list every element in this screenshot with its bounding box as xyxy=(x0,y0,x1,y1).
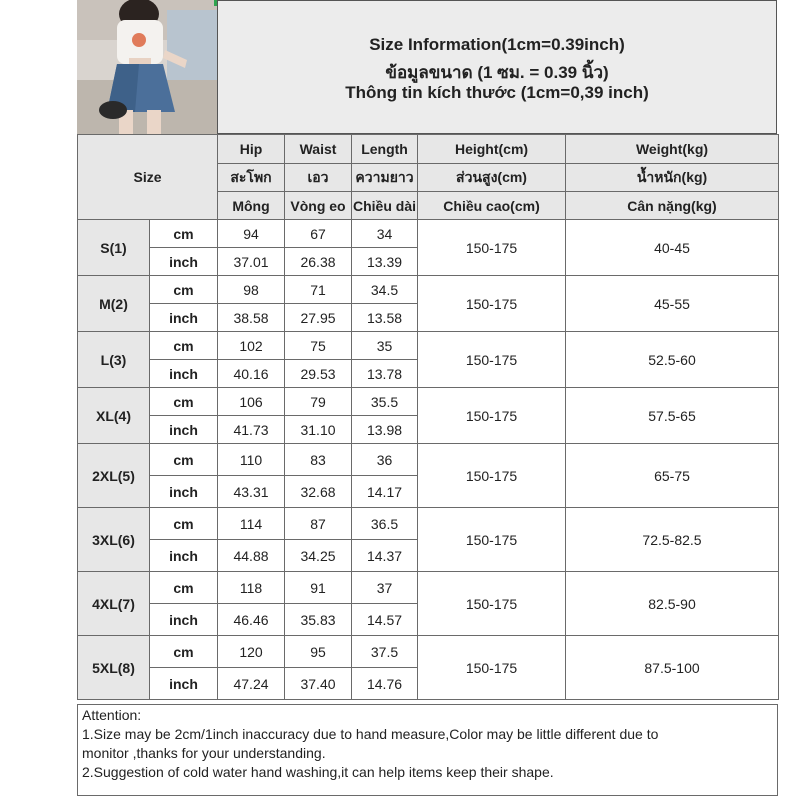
table-row xyxy=(78,220,779,248)
unit-label: cm xyxy=(150,276,218,304)
size-column-title: Size xyxy=(78,135,218,220)
unit-label: cm xyxy=(150,444,218,476)
waist-value: 27.95 xyxy=(285,304,352,332)
weight-value: 72.5-82.5 xyxy=(566,508,779,572)
hip-value: 40.16 xyxy=(218,360,285,388)
header-weight-vi: Cân nặng(kg) xyxy=(566,192,779,220)
waist-value: 79 xyxy=(285,388,352,416)
header-hip-th: สะโพก xyxy=(218,164,285,192)
size-label: XL(4) xyxy=(78,388,150,444)
hip-value: 44.88 xyxy=(218,540,285,572)
height-value: 150-175 xyxy=(418,276,566,332)
hip-value: 94 xyxy=(218,220,285,248)
header-height-th: ส่วนสูง(cm) xyxy=(418,164,566,192)
length-value: 14.57 xyxy=(352,604,418,636)
waist-value: 75 xyxy=(285,332,352,360)
table-row xyxy=(78,276,779,304)
hip-value: 41.73 xyxy=(218,416,285,444)
length-value: 14.17 xyxy=(352,476,418,508)
unit-label: inch xyxy=(150,304,218,332)
hip-value: 47.24 xyxy=(218,668,285,700)
waist-value: 37.40 xyxy=(285,668,352,700)
header-weight-th: น้ำหนัก(kg) xyxy=(566,164,779,192)
hip-value: 110 xyxy=(218,444,285,476)
header-height-en: Height(cm) xyxy=(418,135,566,164)
header-length-en: Length xyxy=(352,135,418,164)
height-value: 150-175 xyxy=(418,220,566,276)
size-label: 2XL(5) xyxy=(78,444,150,508)
header-waist-th: เอว xyxy=(285,164,352,192)
length-value: 14.37 xyxy=(352,540,418,572)
product-photo xyxy=(77,0,217,134)
notes-line-1: 1.Size may be 2cm/1inch inaccuracy due to hand measure,Color may be little different due to xyxy=(82,726,659,742)
length-value: 36.5 xyxy=(352,508,418,540)
hip-value: 120 xyxy=(218,636,285,668)
height-value: 150-175 xyxy=(418,388,566,444)
header-waist-vi: Vòng eo xyxy=(285,192,352,220)
height-value: 150-175 xyxy=(418,636,566,700)
hip-value: 118 xyxy=(218,572,285,604)
unit-label: cm xyxy=(150,636,218,668)
length-value: 14.76 xyxy=(352,668,418,700)
unit-label: inch xyxy=(150,604,218,636)
hip-value: 37.01 xyxy=(218,248,285,276)
height-value: 150-175 xyxy=(418,332,566,388)
hip-value: 46.46 xyxy=(218,604,285,636)
notes-line-2: monitor ,thanks for your understanding. xyxy=(82,745,326,761)
size-label: L(3) xyxy=(78,332,150,388)
waist-value: 29.53 xyxy=(285,360,352,388)
weight-value: 40-45 xyxy=(566,220,779,276)
weight-value: 45-55 xyxy=(566,276,779,332)
notes-title: Attention: xyxy=(82,707,142,723)
hip-value: 102 xyxy=(218,332,285,360)
height-value: 150-175 xyxy=(418,508,566,572)
weight-value: 82.5-90 xyxy=(566,572,779,636)
table-row xyxy=(78,332,779,360)
table-row xyxy=(78,572,779,604)
waist-value: 95 xyxy=(285,636,352,668)
unit-label: inch xyxy=(150,248,218,276)
height-value: 150-175 xyxy=(418,572,566,636)
size-label: 3XL(6) xyxy=(78,508,150,572)
unit-label: cm xyxy=(150,508,218,540)
waist-value: 71 xyxy=(285,276,352,304)
size-label: S(1) xyxy=(78,220,150,276)
length-value: 36 xyxy=(352,444,418,476)
unit-label: inch xyxy=(150,416,218,444)
waist-value: 91 xyxy=(285,572,352,604)
header-length-vi: Chiều dài xyxy=(352,192,418,220)
hip-value: 114 xyxy=(218,508,285,540)
unit-label: cm xyxy=(150,388,218,416)
header-thai: ข้อมูลขนาด (1 ซม. = 0.39 นิ้ว) xyxy=(385,63,609,82)
length-value: 35.5 xyxy=(352,388,418,416)
waist-value: 83 xyxy=(285,444,352,476)
header-waist-en: Waist xyxy=(285,135,352,164)
length-value: 13.98 xyxy=(352,416,418,444)
length-value: 13.78 xyxy=(352,360,418,388)
weight-value: 87.5-100 xyxy=(566,636,779,700)
unit-label: inch xyxy=(150,540,218,572)
hip-value: 38.58 xyxy=(218,304,285,332)
length-value: 35 xyxy=(352,332,418,360)
attention-notes xyxy=(77,704,778,796)
hip-value: 98 xyxy=(218,276,285,304)
size-label: M(2) xyxy=(78,276,150,332)
length-value: 13.39 xyxy=(352,248,418,276)
table-row xyxy=(78,444,779,476)
unit-label: inch xyxy=(150,476,218,508)
waist-value: 35.83 xyxy=(285,604,352,636)
size-label: 5XL(8) xyxy=(78,636,150,700)
weight-value: 57.5-65 xyxy=(566,388,779,444)
waist-value: 26.38 xyxy=(285,248,352,276)
weight-value: 65-75 xyxy=(566,444,779,508)
length-value: 34 xyxy=(352,220,418,248)
waist-value: 87 xyxy=(285,508,352,540)
height-value: 150-175 xyxy=(418,444,566,508)
size-table xyxy=(77,134,779,700)
weight-value: 52.5-60 xyxy=(566,332,779,388)
size-info-header xyxy=(217,0,777,134)
header-vietnamese: Thông tin kích thước (1cm=0,39 inch) xyxy=(345,83,649,102)
table-row xyxy=(78,388,779,416)
waist-value: 67 xyxy=(285,220,352,248)
unit-label: inch xyxy=(150,360,218,388)
product-photo-illustration xyxy=(77,0,217,134)
header-height-vi: Chiều cao(cm) xyxy=(418,192,566,220)
header-english: Size Information(1cm=0.39inch) xyxy=(369,35,625,54)
table-row xyxy=(78,508,779,540)
header-length-th: ความยาว xyxy=(352,164,418,192)
size-label: 4XL(7) xyxy=(78,572,150,636)
waist-value: 31.10 xyxy=(285,416,352,444)
unit-label: cm xyxy=(150,572,218,604)
length-value: 34.5 xyxy=(352,276,418,304)
unit-label: inch xyxy=(150,668,218,700)
unit-label: cm xyxy=(150,220,218,248)
unit-label: cm xyxy=(150,332,218,360)
waist-value: 34.25 xyxy=(285,540,352,572)
table-row xyxy=(78,636,779,668)
header-hip-vi: Mông xyxy=(218,192,285,220)
waist-value: 32.68 xyxy=(285,476,352,508)
header-weight-en: Weight(kg) xyxy=(566,135,779,164)
length-value: 37.5 xyxy=(352,636,418,668)
hip-value: 106 xyxy=(218,388,285,416)
length-value: 13.58 xyxy=(352,304,418,332)
header-hip-en: Hip xyxy=(218,135,285,164)
hip-value: 43.31 xyxy=(218,476,285,508)
notes-line-3: 2.Suggestion of cold water hand washing,it can help items keep their shape. xyxy=(82,764,554,780)
length-value: 37 xyxy=(352,572,418,604)
